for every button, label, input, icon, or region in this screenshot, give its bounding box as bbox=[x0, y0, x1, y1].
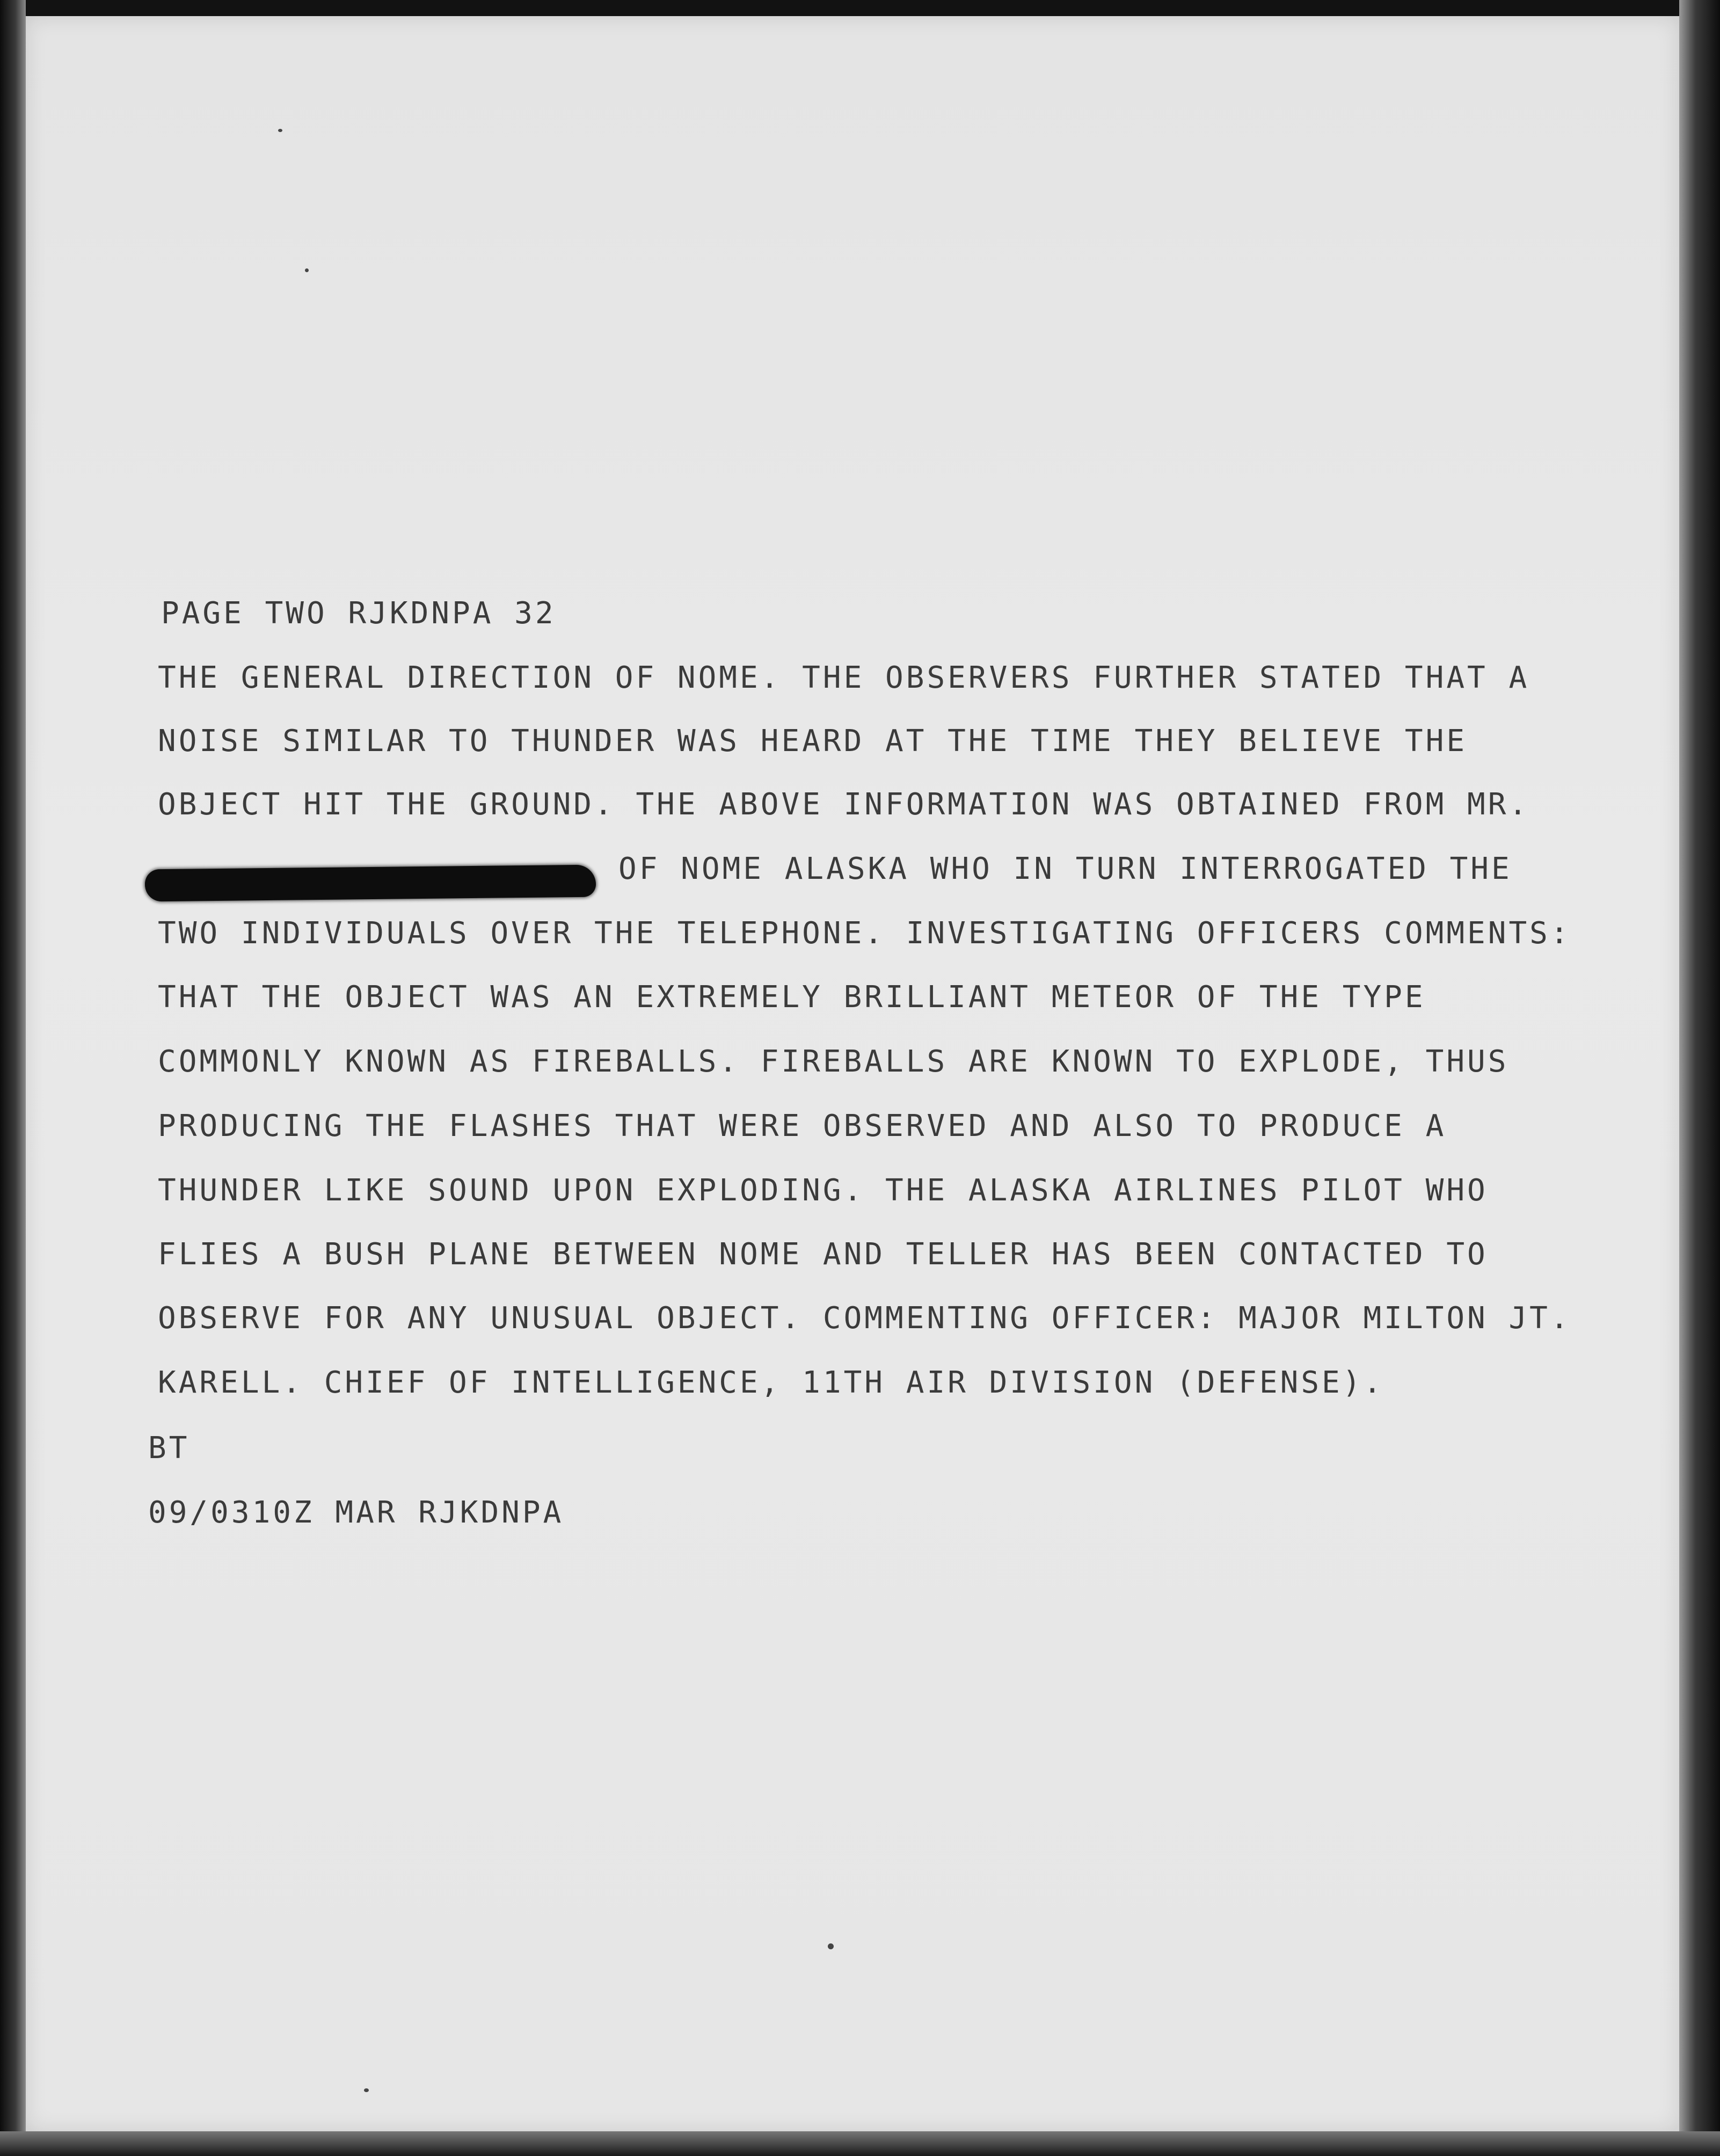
body-line: TWO INDIVIDUALS OVER THE TELEPHONE. INVESTIGATING OFFICERS COMMENTS: bbox=[158, 916, 1571, 951]
body-line: THUNDER LIKE SOUND UPON EXPLODING. THE ALASKA AIRLINES PILOT WHO bbox=[158, 1173, 1488, 1208]
date-time-group: 09/0310Z MAR RJKDNPA bbox=[148, 1495, 564, 1530]
body-line: OF NOME ALASKA WHO IN TURN INTERROGATED THE bbox=[618, 851, 1512, 886]
body-line: NOISE SIMILAR TO THUNDER WAS HEARD AT THE TIME THEY BELIEVE THE bbox=[158, 724, 1468, 759]
page-header: PAGE TWO RJKDNPA 32 bbox=[161, 596, 556, 631]
scan-border-right bbox=[1679, 0, 1720, 2156]
scan-border-left bbox=[0, 0, 26, 2156]
body-line: KARELL. CHIEF OF INTELLIGENCE, 11TH AIR DIVISION (DEFENSE). bbox=[158, 1365, 1384, 1400]
end-of-message-marker: BT bbox=[148, 1431, 190, 1466]
body-line: THE GENERAL DIRECTION OF NOME. THE OBSERVERS FURTHER STATED THAT A bbox=[158, 660, 1530, 695]
body-line: PRODUCING THE FLASHES THAT WERE OBSERVED AND ALSO TO PRODUCE A bbox=[158, 1109, 1447, 1143]
redaction-mark bbox=[145, 865, 596, 902]
message-body bbox=[26, 16, 1679, 2131]
body-line: COMMONLY KNOWN AS FIREBALLS. FIREBALLS ARE KNOWN TO EXPLODE, THUS bbox=[158, 1044, 1509, 1079]
body-line: FLIES A BUSH PLANE BETWEEN NOME AND TELLER HAS BEEN CONTACTED TO bbox=[158, 1237, 1488, 1272]
body-line: OBJECT HIT THE GROUND. THE ABOVE INFORMATION WAS OBTAINED FROM MR. bbox=[158, 787, 1530, 822]
body-line: OBSERVE FOR ANY UNUSUAL OBJECT. COMMENTING OFFICER: MAJOR MILTON JT. bbox=[158, 1301, 1571, 1336]
body-line: THAT THE OBJECT WAS AN EXTREMELY BRILLIANT METEOR OF THE TYPE bbox=[158, 980, 1426, 1015]
teletype-paper bbox=[26, 16, 1679, 2131]
scan-border-bottom bbox=[0, 2131, 1720, 2156]
